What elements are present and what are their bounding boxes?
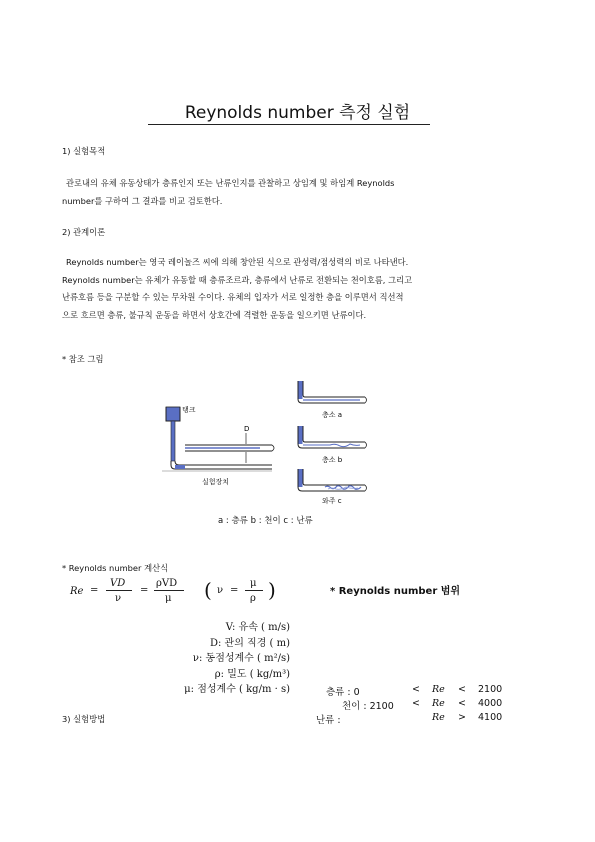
def-density: ρ: 밀도 ( kg/m³) (214, 668, 290, 680)
range-row-laminar (320, 684, 520, 698)
tank-diagram (162, 407, 274, 471)
range-op1: < (412, 698, 420, 709)
section-1-line-2: number를 구하여 그 결과를 비교 검토한다. (62, 195, 223, 206)
formula-eq-2: = (140, 585, 149, 596)
formula-eq-1: = (90, 585, 99, 596)
range-row-turbulent (310, 712, 520, 726)
section-2-line-1: Reynolds number는 영국 레이놀즈 씨에 의해 창안된 식으로 관성력/점성력의 비로 나타낸다. (66, 257, 409, 267)
variable-definitions (130, 620, 290, 698)
range-table (310, 684, 520, 734)
range-op2: < (458, 684, 466, 695)
range-op2: > (458, 712, 466, 723)
section-3-heading: 3) 실험방법 (62, 714, 106, 724)
apparatus-label: 실험장치 (202, 478, 230, 486)
formula-fraction-bar-1 (106, 590, 132, 591)
section-2-line-4: 으로 흐르면 층류, 불규칙 운동을 하면서 상호간에 격렬한 운동을 일으키면 난류이다. (62, 309, 367, 320)
transition-flow-diagram (298, 426, 367, 448)
turbulent-label: 와주 c (322, 497, 342, 505)
range-op1: < (412, 684, 420, 695)
laminar-flow-diagram (298, 381, 367, 403)
tank-label: 탱크 (182, 406, 196, 414)
section-1-heading: 1) 실험목적 (62, 146, 106, 156)
range-re: Re (432, 684, 445, 695)
range-re: Re (432, 698, 445, 709)
range-value: 4100 (478, 712, 503, 723)
range-row-transition (320, 698, 520, 712)
def-viscosity: μ: 점성계수 ( kg/m · s) (184, 684, 290, 695)
formula-nu: ν (115, 593, 122, 604)
formula-eq-3: = (230, 585, 239, 596)
def-kinematic-viscosity: ν: 동점성계수 ( m²/s) (192, 653, 290, 664)
section-2-line-2: Reynolds number는 유체가 유동할 때 층류조르과, 층류에서 난류로 전환되는 천이호름, 그리고 (62, 274, 413, 285)
calc-heading: * Reynolds number 계산식 (62, 563, 169, 573)
range-op2: < (458, 698, 466, 709)
range-value: 2100 (478, 684, 503, 695)
laminar-label: 층소 a (322, 411, 343, 419)
def-velocity: V: 유속 ( m/s) (225, 622, 290, 633)
range-name: 층류 : 0 (326, 687, 360, 698)
reference-figure-heading: * 참조 그림 (62, 354, 104, 364)
formula-nu-2: ν (217, 585, 224, 596)
range-name: 천이 : 2100 (342, 701, 394, 712)
range-value: 4000 (478, 698, 503, 709)
reynolds-formula (70, 578, 290, 612)
formula-rho-vd: ρVD (156, 578, 178, 589)
formula-fraction-bar-3 (245, 590, 263, 591)
diameter-label: D (244, 425, 250, 433)
range-name: 난류 : (316, 715, 341, 726)
range-re: Re (432, 712, 445, 723)
formula-paren-close: ) (268, 578, 276, 602)
figure-caption: a : 층류 b : 천이 c : 난류 (218, 516, 313, 526)
section-2-heading: 2) 관계이론 (62, 227, 106, 237)
def-diameter: D: 관의 직경 ( m) (209, 637, 290, 649)
range-heading: * Reynolds number 범위 (330, 586, 461, 597)
formula-vd: VD (110, 578, 126, 589)
section-2-line-3: 난류호름 등을 구분할 수 있는 무차원 수이다. 유체의 입자가 서로 일정한 층을 이루면서 직선적 (62, 292, 404, 302)
section-1-body (62, 175, 518, 210)
section-1-line-1: 관로내의 유체 유동상태가 층류인지 또는 난류인지를 관찰하고 상임계 및 하임계 Reynolds (66, 178, 395, 188)
formula-fraction-bar-2 (154, 590, 184, 591)
transition-label: 층소 b (322, 456, 343, 464)
formula-re: Re (70, 586, 84, 597)
section-2-body (62, 254, 522, 324)
reynolds-apparatus-figure (160, 375, 450, 505)
page-title: Reynolds number 측정 실험 (184, 103, 411, 123)
formula-mu-2: μ (250, 578, 257, 589)
turbulent-flow-diagram (298, 469, 367, 491)
formula-paren-open: ( (204, 578, 212, 602)
formula-rho: ρ (250, 593, 256, 604)
title-underline (148, 124, 430, 125)
formula-mu: μ (165, 593, 172, 604)
